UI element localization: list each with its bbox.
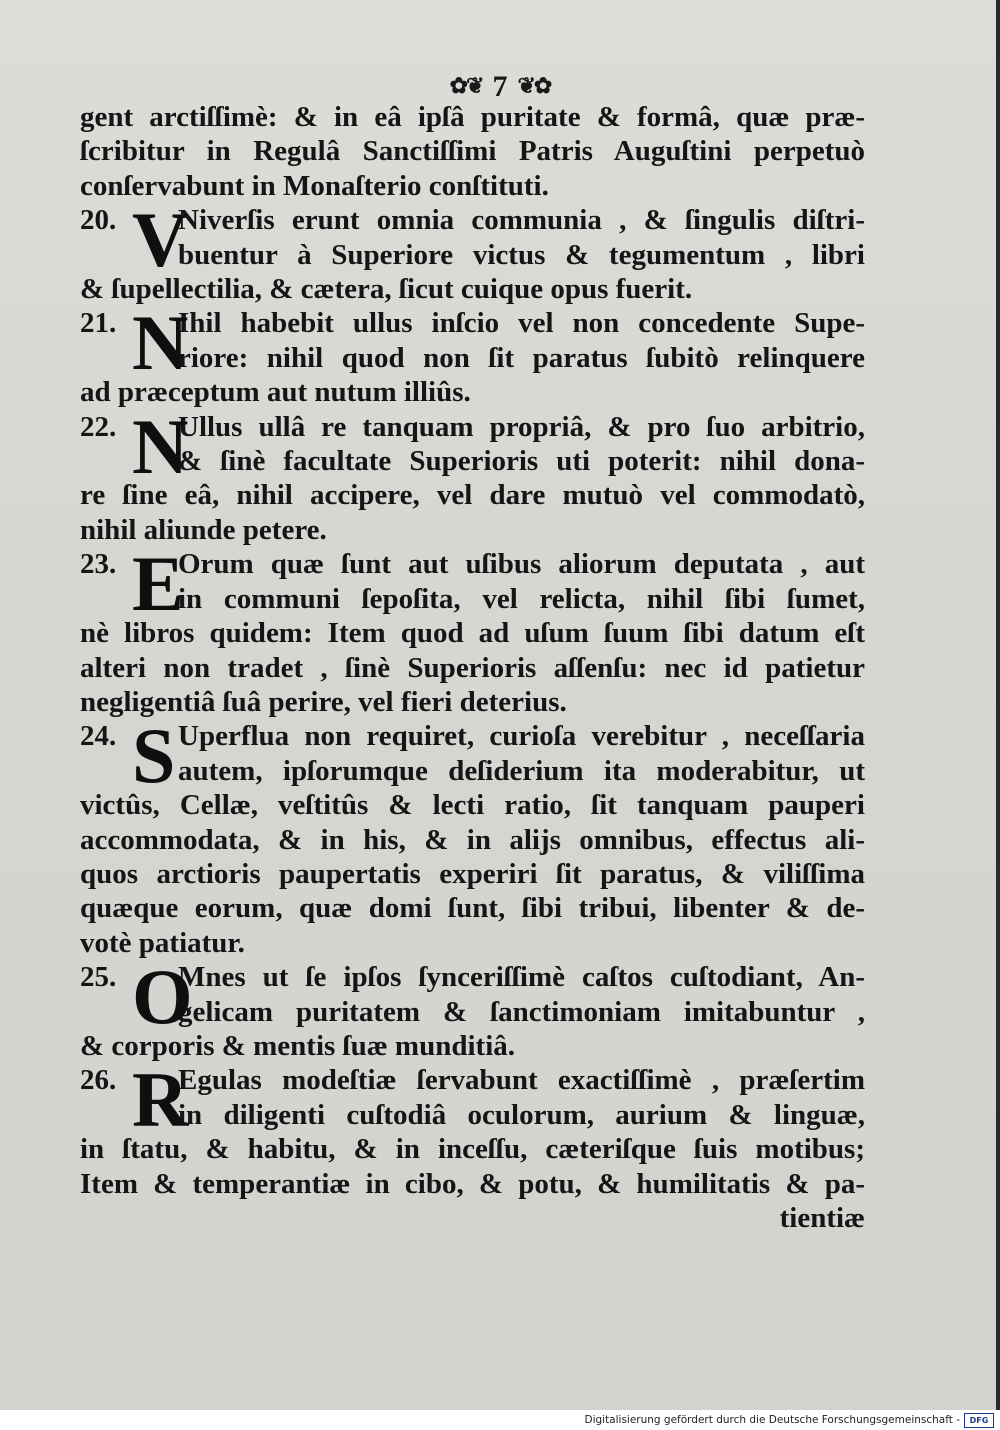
text-line: & ſinè facultate Superioris uti poterit: nihil dona- — [178, 445, 865, 478]
text-line: nihil aliunde petere. — [80, 513, 327, 546]
text-line: Item & temperantiæ in cibo, & potu, & humilitatis & pa- — [80, 1167, 865, 1200]
drop-cap: O — [132, 953, 193, 1041]
text-line: votè patiatur. — [80, 926, 245, 959]
paragraph-number: 20. — [80, 204, 117, 237]
ornament-right: ❦✿ — [517, 73, 551, 98]
text-line: quos arctioris paupertatis experiri ſit paratus, & viliſſima — [80, 857, 865, 890]
text-line — [80, 306, 865, 340]
text-line: buentur à Superiore victus & tegumentum , libri — [178, 238, 865, 271]
text-line: conſervabunt in Monaſterio conſtituti. — [80, 169, 549, 202]
paragraph-number: 24. — [80, 720, 117, 753]
text-line: gent arctiſſimè: & in eâ ipſâ puritate & formâ, quæ præ- — [80, 101, 865, 133]
text-line — [80, 410, 865, 444]
paragraph-number: 23. — [80, 548, 117, 581]
drop-cap: N — [132, 402, 189, 490]
text-line: ad præceptum aut nutum illiûs. — [80, 376, 471, 409]
catchword: tientiæ — [779, 1202, 865, 1234]
ornament-left: ✿❦ — [449, 73, 483, 98]
drop-cap: E — [132, 540, 185, 628]
paragraph-24 — [80, 712, 865, 960]
page-body — [80, 100, 865, 1235]
drop-cap: V — [132, 196, 189, 284]
text-line: re ſine eâ, nihil accipere, vel dare mutuò vel commodatò, — [80, 479, 865, 512]
text-line: in communi ſepoſita, vel relicta, nihil ſibi ſumet, — [178, 582, 865, 615]
text-line: gelicam puritatem & ſanctimoniam imitabuntur , — [178, 995, 865, 1028]
dfg-logo-icon: DFG — [964, 1413, 994, 1428]
text-span: Ihil habebit ullus inſcio vel non concedente Supe- — [178, 307, 865, 340]
paragraph-number: 21. — [80, 307, 117, 340]
text-line: victûs, Cellæ, veſtitûs & lecti ratio, ſit tanquam pauperi — [80, 789, 865, 822]
text-span: Uperflua non requiret, curioſa verebitur , neceſſaria — [178, 720, 865, 753]
text-line: & corporis & mentis ſuæ munditiâ. — [80, 1029, 515, 1062]
drop-cap: R — [132, 1056, 189, 1144]
text-span: Niverſis erunt omnia communia , & ſingulis diſtri- — [178, 204, 865, 237]
paragraph-26 — [80, 1056, 865, 1235]
drop-cap: S — [132, 712, 176, 800]
text-line: nè libros quidem: Item quod ad uſum ſuum ſibi datum eſt — [80, 617, 865, 650]
paragraph-20 — [80, 196, 865, 306]
text-span: Ullus ullâ re tanquam propriâ, & pro ſuo arbitrio, — [178, 410, 865, 443]
text-line — [80, 547, 865, 581]
page-header — [0, 70, 1000, 104]
paragraph-number: 22. — [80, 410, 117, 443]
text-line: accommodata, & in his, & in alijs omnibus, effectus ali- — [80, 823, 865, 856]
text-line — [80, 960, 865, 994]
text-line: negligentiâ ſuâ perire, vel fieri deterius. — [80, 685, 567, 718]
paragraph-22 — [80, 402, 865, 548]
paragraph-number: 25. — [80, 961, 117, 994]
drop-cap: N — [132, 299, 189, 387]
text-line: alteri non tradet , ſinè Superioris aſſenſu: nec id patietur — [80, 651, 865, 684]
text-line — [80, 719, 865, 753]
text-span: Orum quæ ſunt aut uſibus aliorum deputata , aut — [178, 548, 865, 581]
text-line — [80, 1063, 865, 1097]
text-line: autem, ipſorumque deſiderium ita moderabitur, ut — [178, 754, 865, 787]
text-span: Egulas modeſtiæ ſervabunt exactiſſimè , præſertim — [178, 1064, 865, 1097]
text-line: ſcribitur in Regulâ Sanctiſſimi Patris Auguſtini perpetuò — [80, 135, 865, 168]
text-line: in diligenti cuſtodiâ oculorum, aurium & linguæ, — [178, 1098, 865, 1131]
text-line — [80, 203, 865, 237]
text-span: Mnes ut ſe ipſos ſynceriſſimè caſtos cuſtodiant, An- — [178, 961, 865, 994]
digitization-footer — [0, 1410, 1000, 1430]
paragraph-21 — [80, 299, 865, 409]
paragraph-number: 26. — [80, 1064, 117, 1097]
funding-credit: Digitalisierung gefördert durch die Deutsche Forschungsgemeinschaft - — [584, 1414, 960, 1426]
text-line: quæque eorum, quæ domi ſunt, ſibi tribui, libenter & de- — [80, 892, 865, 925]
paragraph-23 — [80, 540, 865, 719]
text-line: in ſtatu, & habitu, & in inceſſu, cæteriſque ſuis motibus; — [80, 1133, 865, 1166]
paragraph-25 — [80, 953, 865, 1063]
text-line: & ſupellectilia, & cætera, ſicut cuique opus fuerit. — [80, 273, 693, 306]
page-number: 7 — [492, 70, 508, 103]
text-line: riore: nihil quod non ſit paratus ſubitò relinquere — [178, 341, 865, 374]
